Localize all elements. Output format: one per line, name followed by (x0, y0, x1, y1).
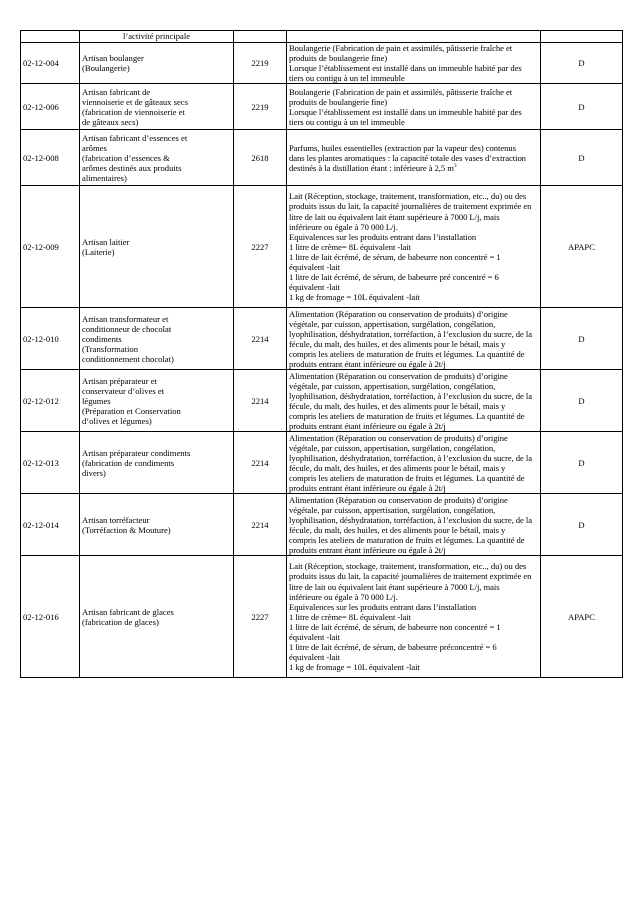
table-row (21, 84, 623, 130)
regime-code: D (541, 370, 623, 432)
rubrique-description (287, 130, 541, 186)
table-row (21, 556, 623, 678)
table-row (21, 370, 623, 432)
header-code-cell (21, 31, 80, 43)
rubrique-description: Boulangerie (Fabrication de pain et assimilés, pâtisserie fraîche et produits de boulangerie fine) Lorsque l’établissement est installé dans un immeuble habité par des tiers ou contigu à un tel immeuble (287, 43, 541, 84)
activity-label: Artisan préparateur condiments (fabrication de condiments divers) (80, 432, 234, 494)
table-row (21, 130, 623, 186)
activity-code: 02-12-008 (21, 130, 80, 186)
regime-code: D (541, 494, 623, 556)
table-row (21, 432, 623, 494)
activity-code: 02-12-012 (21, 370, 80, 432)
table-row (21, 494, 623, 556)
cubic-superscript: 3 (453, 162, 457, 169)
regime-code: D (541, 84, 623, 130)
rubrique-description: Alimentation (Réparation ou conservation de produits) d’origine végétale, par cuisson, appertisation, surgélation, congélation, lyophilisation, déshydratation, torréfaction, à l’exclusion du sucre, de la fécule, du malt, des huiles, et des aliments pour le bétail, mais y compris les ateliers de maturation de fruits et légumes. La quantité de produits entrant étant inférieure ou égale à 2t/j (287, 494, 541, 556)
activity-code: 02-12-014 (21, 494, 80, 556)
regime-code: D (541, 43, 623, 84)
regime-code: D (541, 432, 623, 494)
rubrique-number: 2227 (234, 186, 287, 308)
activity-label: Artisan préparateur et conservateur d’olives et légumes (Préparation et Conservation d’olives et légumes) (80, 370, 234, 432)
activity-table (20, 30, 623, 678)
activity-code: 02-12-013 (21, 432, 80, 494)
activity-label: Artisan fabricant d’essences et arômes (fabrication d’essences & arômes destinés aux produits alimentaires) (80, 130, 234, 186)
rubrique-number: 2214 (234, 370, 287, 432)
activity-label: Artisan fabricant de viennoiserie et de gâteaux secs (fabrication de viennoiserie et de gâteaux secs) (80, 84, 234, 130)
activity-code: 02-12-006 (21, 84, 80, 130)
rubrique-description: Alimentation (Réparation ou conservation de produits) d’origine végétale, par cuisson, appertisation, surgélation, congélation, lyophilisation, déshydratation, torréfaction, à l’exclusion du sucre, de la fécule, du malt, des huiles, et des aliments pour le bétail, mais y compris les ateliers de maturation de fruits et légumes. La quantité de produits entrant étant inférieure ou égale à 2t/j (287, 432, 541, 494)
rubrique-description: Alimentation (Réparation ou conservation de produits) d’origine végétale, par cuisson, appertisation, surgélation, congélation, lyophilisation, déshydratation, torréfaction, à l’exclusion du sucre, de la fécule, du malt, des huiles, et des aliments pour le bétail, mais y compris les ateliers de maturation de fruits et légumes. La quantité de produits entrant étant inférieure ou égale à 2t/j (287, 308, 541, 370)
rubrique-number: 2227 (234, 556, 287, 678)
header-description-cell (287, 31, 541, 43)
activity-label: Artisan fabricant de glaces (fabrication de glaces) (80, 556, 234, 678)
activity-label: Artisan boulanger (Boulangerie) (80, 43, 234, 84)
activity-label: Artisan laitier (Laiterie) (80, 186, 234, 308)
activity-code: 02-12-004 (21, 43, 80, 84)
rubrique-number: 2219 (234, 84, 287, 130)
header-rubrique-cell (234, 31, 287, 43)
table-row (21, 308, 623, 370)
regime-code: D (541, 130, 623, 186)
rubrique-description: Boulangerie (Fabrication de pain et assimilés, pâtisserie fraîche et produits de boulangerie fine) Lorsque l’établissement est installé dans un immeuble habité par des tiers ou contigu à un tel immeuble (287, 84, 541, 130)
header-activity-cell: l’activité principale (80, 31, 234, 43)
activity-label: Artisan transformateur et conditionneur de chocolat condiments (Transformation conditionnement chocolat) (80, 308, 234, 370)
rubrique-number: 2214 (234, 494, 287, 556)
regime-code: APAPC (541, 186, 623, 308)
rubrique-number: 2618 (234, 130, 287, 186)
rubrique-description: Alimentation (Réparation ou conservation de produits) d’origine végétale, par cuisson, appertisation, surgélation, congélation, lyophilisation, déshydratation, torréfaction, à l’exclusion du sucre, de la fécule, du malt, des huiles, et des aliments pour le bétail, mais y compris les ateliers de maturation de fruits et légumes. La quantité de produits entrant étant inférieure ou égale à 2t/j (287, 370, 541, 432)
regime-code: D (541, 308, 623, 370)
rubrique-number: 2219 (234, 43, 287, 84)
rubrique-number: 2214 (234, 308, 287, 370)
activity-code: 02-12-010 (21, 308, 80, 370)
table-row (21, 43, 623, 84)
regime-code: APAPC (541, 556, 623, 678)
activity-code: 02-12-009 (21, 186, 80, 308)
rubrique-description: Lait (Réception, stockage, traitement, transformation, etc.., du) ou des produits issus du lait, la capacité journalières de traitement exprimée en litre de lait ou équivalent lait étant supérieure à 7000 L/j, mais inférieure ou égale à 70 000 L/j. Equivalences sur les produits entrant dans l’installation 1 litre de crème= 8L équivalent -lait 1 litre de lait écrémé, de sérum, de babeurre non concentré = 1 équivalent -lait 1 litre de lait écrémé, de sérum, de babeurre préconcentré = 6 équivalent -lait 1 kg de fromage = 10L équivalent -lait (287, 556, 541, 678)
rubrique-number: 2214 (234, 432, 287, 494)
activity-code: 02-12-016 (21, 556, 80, 678)
table-header-row (21, 31, 623, 43)
description-text: Parfums, huiles essentielles (extraction par la vapeur des) contenus dans les plantes aromatiques : la capacité totale des vases d’extraction destinés à la distillation étant : inférieure à 2,5 m (289, 142, 526, 173)
rubrique-description: Lait (Réception, stockage, traitement, transformation, etc.., du) ou des produits issus du lait, la capacité journalières de traitement exprimée en litre de lait ou équivalent lait étant supérieure à 7000 L/j, mais inférieure ou égale à 70 000 L/j. Equivalences sur les produits entrant dans l’installation 1 litre de crème= 8L équivalent -lait 1 litre de lait écrémé, de sérum, de babeurre non concentré = 1 équivalent -lait 1 litre de lait écrémé, de sérum, de babeurre pré concentré = 6 équivalent -lait 1 kg de fromage = 10L équivalent -lait (287, 186, 541, 308)
table-row (21, 186, 623, 308)
header-regime-cell (541, 31, 623, 43)
activity-label: Artisan torréfacteur (Torréfaction & Mouture) (80, 494, 234, 556)
